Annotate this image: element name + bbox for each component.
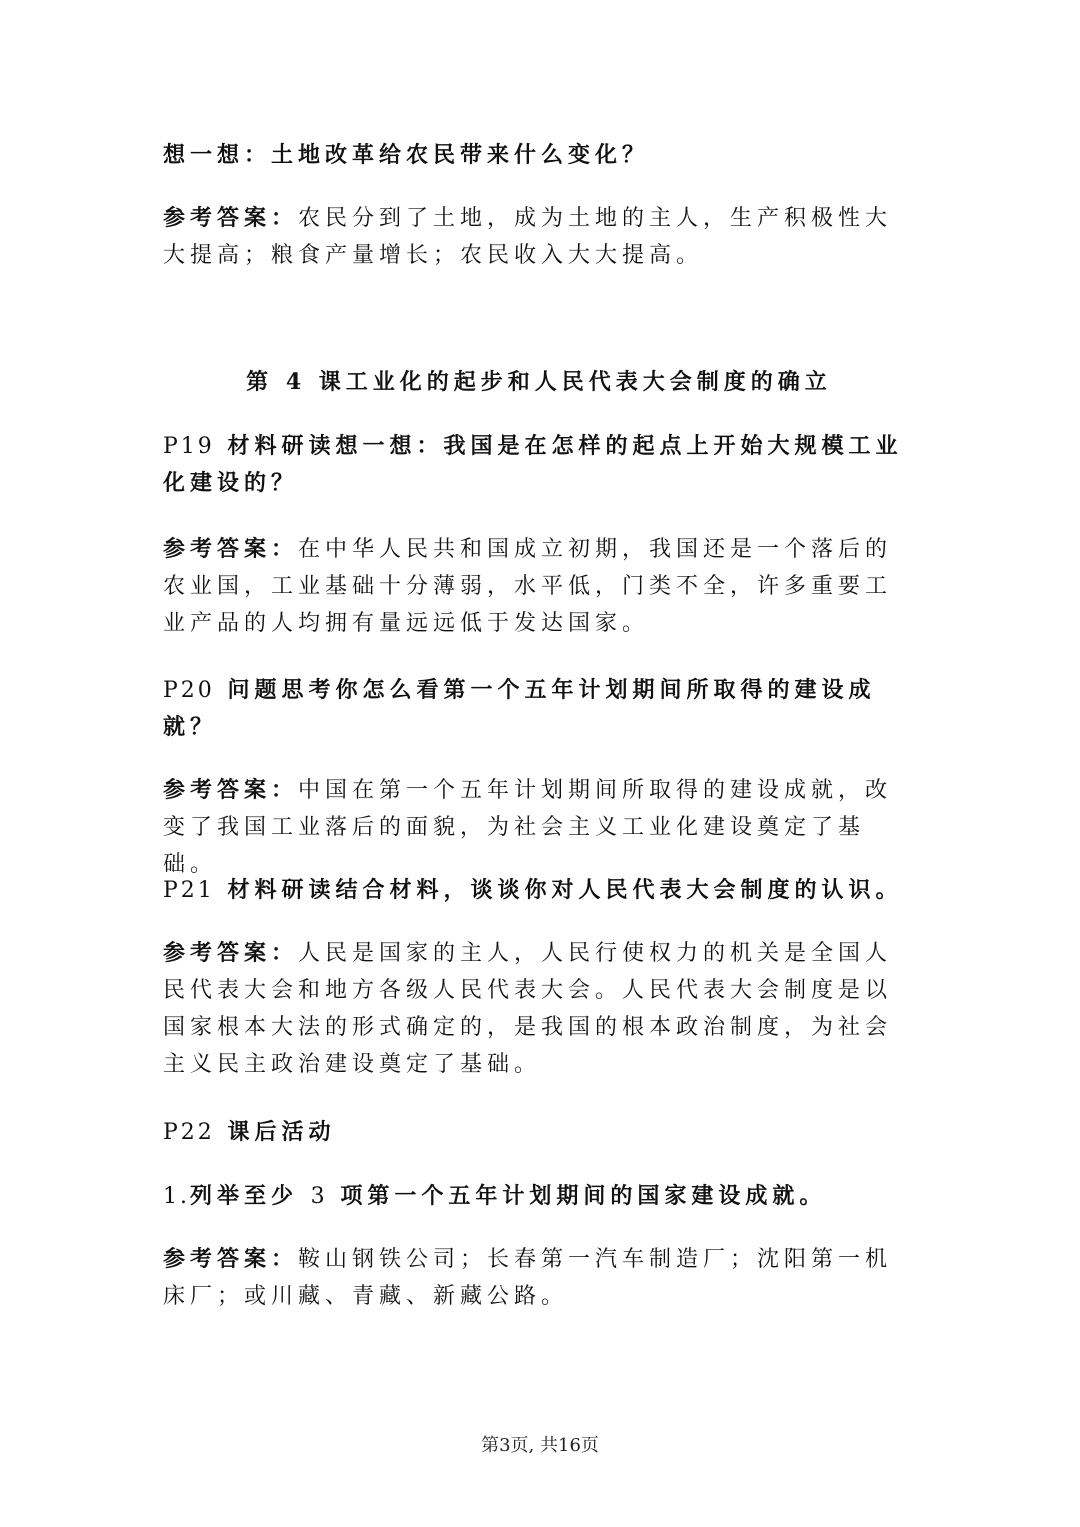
answer-text: 鞍山钢铁公司；长春第一汽车制造厂；沈阳第一机床厂；或川藏、青藏、新藏公路。 <box>163 1247 893 1309</box>
question-text: 材料研读结合材料，谈谈你对人民代表大会制度的认识。 <box>227 877 903 903</box>
question-number: 1. <box>163 1184 190 1209</box>
page-ref: P22 <box>163 1120 215 1145</box>
question-text: 想一想：土地改革给农民带来什么变化？ <box>163 142 650 168</box>
question-land-reform <box>163 137 915 174</box>
answer-p21 <box>163 935 915 1083</box>
question-p21 <box>163 872 915 909</box>
question-text: 材料研读想一想：我国是在怎样的起点上开始大规模工业化建设的？ <box>163 433 903 496</box>
answer-p19 <box>163 531 915 642</box>
question-text-a: 列举至少 <box>190 1183 311 1209</box>
page-ref: P19 <box>163 434 215 459</box>
answer-p20 <box>163 772 915 883</box>
question-p19 <box>163 428 915 502</box>
answer-text: 农民分到了土地，成为土地的主人，生产积极性大大提高；粮食产量增长；农民收入大大提高。 <box>163 206 893 268</box>
page-ref: P20 <box>163 678 215 703</box>
answer-label: 参考答案： <box>163 777 299 803</box>
answer-1 <box>163 1241 915 1315</box>
answer-land-reform <box>163 200 915 274</box>
activity-text: 课后活动 <box>227 1119 336 1145</box>
question-count: 3 <box>310 1184 328 1209</box>
lesson-title: 第 4 课工业化的起步和人民代表大会制度的确立 <box>246 369 832 395</box>
answer-text: 人民是国家的主人，人民行使权力的机关是全国人民代表大会和地方各级人民代表大会。人民代表大会制度是以国家根本大法的形式确定的，是我国的根本政治制度，为社会主义民主政治建设奠定了基础。 <box>163 941 893 1077</box>
question-line-2: 就？ <box>163 714 218 740</box>
answer-text: 中国在第一个五年计划期间所取得的建设成就，改变了我国工业落后的面貌，为社会主义工业化建设奠定了基础。 <box>163 778 893 877</box>
page-footer: 第3页, 共16页 <box>481 1435 599 1456</box>
question-p20 <box>163 672 915 746</box>
page-ref: P21 <box>163 878 215 903</box>
activity-heading <box>163 1114 915 1151</box>
answer-label: 参考答案： <box>163 536 299 562</box>
answer-label: 参考答案： <box>163 940 299 966</box>
question-line-1 <box>163 672 915 709</box>
question-text-b: 项第一个五年计划期间的国家建设成就。 <box>327 1183 827 1209</box>
answer-text: 在中华人民共和国成立初期，我国还是一个落后的农业国，工业基础十分薄弱，水平低，门类不全，许多重要工业产品的人均拥有量远远低于发达国家。 <box>163 537 893 636</box>
question-1 <box>163 1178 915 1215</box>
answer-label: 参考答案： <box>163 1246 299 1272</box>
answer-label: 参考答案： <box>163 205 299 231</box>
question-text: 问题思考你怎么看第一个五年计划期间所取得的建设成 <box>227 677 876 703</box>
